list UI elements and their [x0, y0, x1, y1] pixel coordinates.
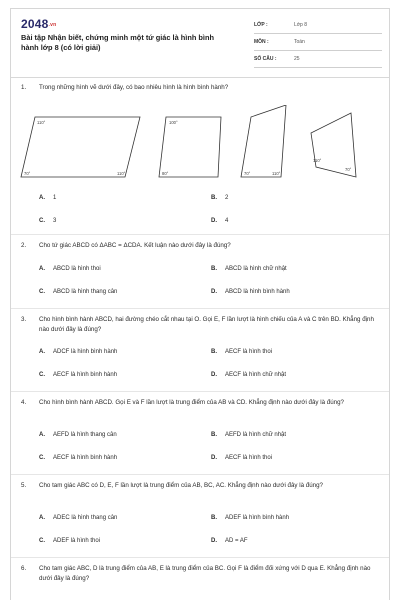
angle-label: 80°: [162, 171, 169, 176]
meta-row-subject: [254, 34, 382, 51]
question-text: Cho hình bình hành ABCD. Gọi E và F lần lượt là trung điểm của AB và CD. Khẳng định nào dưới đây là đúng?: [39, 399, 344, 406]
header-divider: [11, 77, 389, 78]
option-letter: A.: [39, 349, 45, 355]
question-divider: [11, 234, 389, 235]
figure-quadrilateral-2: [159, 117, 221, 177]
option-5a[interactable]: [39, 515, 117, 521]
option-text: AECF là hình thoi: [225, 349, 273, 355]
question-number: 3.: [21, 316, 27, 323]
angle-label: 110°: [313, 158, 322, 163]
option-letter: C.: [39, 289, 45, 295]
option-1c[interactable]: [39, 218, 56, 224]
meta-key: SỐ CÂU :: [254, 56, 277, 62]
option-letter: D.: [211, 289, 217, 295]
option-text: ADEF là hình bình hành: [225, 515, 290, 521]
option-3b[interactable]: [211, 349, 272, 355]
meta-row-count: [254, 51, 382, 68]
option-letter: A.: [39, 266, 45, 272]
option-text: 1: [53, 195, 57, 201]
option-text: ABCD là hình chữ nhật: [225, 266, 287, 272]
site-logo[interactable]: [21, 17, 56, 31]
page-title: Bài tập Nhận biết, chứng minh một tứ giác là hình bình hành lớp 8 (có lời giải): [21, 33, 215, 52]
figure-quadrilateral-3: [241, 105, 286, 177]
option-letter: A.: [39, 195, 45, 201]
logo-suffix: .vn: [48, 21, 57, 28]
worksheet-page: [10, 8, 390, 600]
option-text: ABCD là hình bình hành: [225, 289, 290, 295]
option-text: ABCD là hình thoi: [53, 266, 101, 272]
angle-label: 100°: [169, 120, 178, 125]
option-2a[interactable]: [39, 266, 101, 272]
question-text: Cho tứ giác ABCD có ΔABC = ΔCDA. Kết luận nào dưới đây là đúng?: [39, 242, 231, 249]
question-text: Cho hình bình hành ABCD, hai đường chéo cắt nhau tại O. Gọi E, F lần lượt là hình chiếu của A và C trên BD. Khẳng định nào dưới đây là đúng?: [39, 316, 374, 333]
question-divider: [11, 308, 389, 309]
question-1-figures: [11, 105, 389, 185]
option-4a[interactable]: [39, 432, 117, 438]
logo-text: 2048: [21, 17, 49, 31]
option-2b[interactable]: [211, 266, 287, 272]
option-letter: D.: [211, 372, 217, 378]
option-letter: D.: [211, 218, 217, 224]
meta-key: LỚP :: [254, 22, 268, 28]
option-5b[interactable]: [211, 515, 289, 521]
option-text: 4: [225, 218, 229, 224]
option-text: AECF là hình thoi: [225, 455, 273, 461]
option-text: ADEF là hình thoi: [53, 538, 101, 544]
option-3c[interactable]: [39, 372, 117, 378]
option-letter: D.: [211, 538, 217, 544]
option-1b[interactable]: [211, 195, 228, 201]
option-text: AEFD là hình thang cân: [53, 432, 117, 438]
question-number: 4.: [21, 399, 27, 406]
meta-value: Lớp 8: [294, 22, 308, 28]
question-number: 1.: [21, 84, 27, 91]
option-text: AD = AF: [225, 538, 248, 544]
option-letter: B.: [211, 432, 217, 438]
option-letter: B.: [211, 349, 217, 355]
option-letter: A.: [39, 432, 45, 438]
question-text: Cho tam giác ABC, D là trung điểm của AB, E là trung điểm của BC. Gọi F là điểm đối xứng với D qua E. Khẳng định nào dưới đây là đúng?: [39, 565, 371, 582]
meta-value: 25: [294, 56, 300, 62]
option-letter: A.: [39, 515, 45, 521]
option-text: 3: [53, 218, 57, 224]
option-letter: B.: [211, 266, 217, 272]
option-4d[interactable]: [211, 455, 272, 461]
option-letter: C.: [39, 455, 45, 461]
question-number: 2.: [21, 242, 27, 249]
option-text: AECF là hình chữ nhật: [225, 372, 287, 378]
option-text: 2: [225, 195, 229, 201]
question-number: 5.: [21, 482, 27, 489]
option-1d[interactable]: [211, 218, 228, 224]
option-3d[interactable]: [211, 372, 286, 378]
option-5d[interactable]: [211, 538, 248, 544]
option-letter: B.: [211, 515, 217, 521]
question-divider: [11, 474, 389, 475]
option-5c[interactable]: [39, 538, 100, 544]
header: [11, 9, 389, 73]
option-letter: C.: [39, 538, 45, 544]
option-text: AECF là hình bình hành: [53, 455, 118, 461]
angle-label: 70°: [244, 171, 251, 176]
angle-label: 110°: [37, 120, 46, 125]
question-text: Trong những hình vẽ dưới đây, có bao nhiêu hình là hình bình hành?: [39, 84, 229, 91]
option-text: ABCD là hình thang cân: [53, 289, 118, 295]
option-4b[interactable]: [211, 432, 286, 438]
meta-key: MÔN :: [254, 39, 269, 45]
figure-parallelogram-1: [21, 117, 140, 177]
option-letter: B.: [211, 195, 217, 201]
angle-label: 70°: [345, 167, 352, 172]
question-divider: [11, 557, 389, 558]
meta-value: Toán: [294, 39, 305, 45]
option-text: AEFD là hình chữ nhật: [225, 432, 287, 438]
meta-row-class: [254, 17, 382, 34]
angle-label: 70°: [24, 171, 31, 176]
option-2d[interactable]: [211, 289, 290, 295]
option-letter: C.: [39, 218, 45, 224]
option-letter: D.: [211, 455, 217, 461]
option-2c[interactable]: [39, 289, 117, 295]
question-text: Cho tam giác ABC có D, E, F lần lượt là trung điểm của AB, BC, AC. Khẳng định nào dưới đây là đúng?: [39, 482, 323, 489]
meta-panel: [254, 17, 382, 68]
option-3a[interactable]: [39, 349, 117, 355]
option-text: ADCF là hình bình hành: [53, 349, 118, 355]
option-text: AECF là hình bình hành: [53, 372, 118, 378]
option-letter: C.: [39, 372, 45, 378]
option-1a[interactable]: [39, 195, 56, 201]
question-divider: [11, 391, 389, 392]
option-text: ADEC là hình thang cân: [53, 515, 118, 521]
option-4c[interactable]: [39, 455, 117, 461]
angle-label: 110°: [272, 171, 281, 176]
angle-label: 110°: [117, 171, 126, 176]
question-number: 6.: [21, 565, 27, 572]
